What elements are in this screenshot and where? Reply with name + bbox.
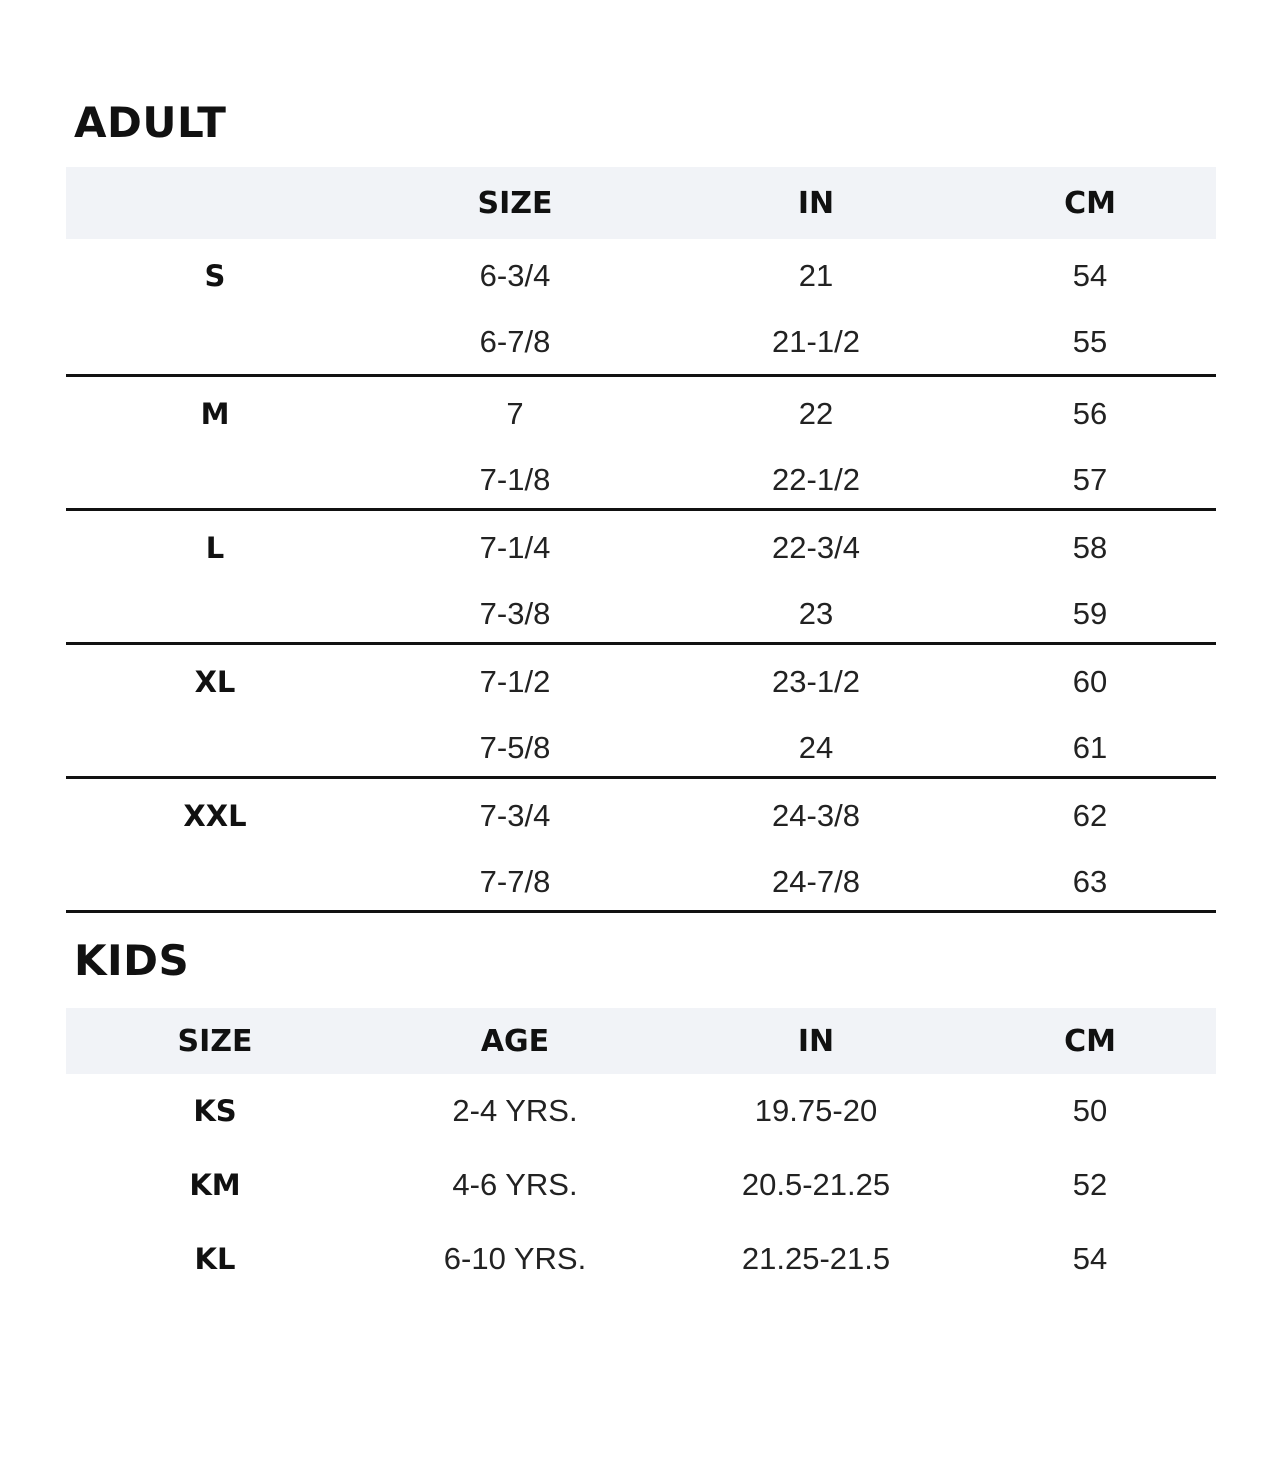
inches-value: 23 <box>798 596 834 631</box>
hat-size-value: 7-1/4 <box>479 530 551 565</box>
cm-value: 55 <box>1072 324 1108 359</box>
table-row <box>66 1148 1216 1222</box>
kids-size-label: KM <box>189 1168 241 1202</box>
kids-size-label: KL <box>194 1242 236 1276</box>
adult-group-m <box>66 377 1216 511</box>
adult-group-xxl <box>66 779 1216 913</box>
size-label: M <box>200 397 230 431</box>
cm-value: 59 <box>1072 596 1108 631</box>
kids-header-age: AGE <box>480 1023 550 1059</box>
table-row <box>66 783 1216 849</box>
table-row <box>66 849 1216 915</box>
kids-section-title: KIDS <box>74 936 190 985</box>
inches-value: 24-7/8 <box>772 864 860 899</box>
inches-value: 21.25-21.5 <box>741 1241 891 1276</box>
cm-value: 56 <box>1072 396 1108 431</box>
adult-header-size: SIZE <box>477 185 553 221</box>
kids-size-table <box>66 1008 1216 1296</box>
inches-value: 24-3/8 <box>772 798 860 833</box>
inches-value: 20.5-21.25 <box>741 1167 891 1202</box>
kids-header-in: IN <box>797 1023 835 1059</box>
adult-group-l <box>66 511 1216 645</box>
hat-size-value: 7 <box>506 396 524 431</box>
adult-header-in: IN <box>797 185 835 221</box>
cm-value: 60 <box>1072 664 1108 699</box>
cm-value: 62 <box>1072 798 1108 833</box>
table-row <box>66 381 1216 447</box>
age-value: 4-6 YRS. <box>452 1167 578 1202</box>
adult-group-s <box>66 239 1216 377</box>
adult-size-table <box>66 167 1216 913</box>
table-row <box>66 515 1216 581</box>
inches-value: 23-1/2 <box>772 664 860 699</box>
age-value: 2-4 YRS. <box>452 1093 578 1128</box>
cm-value: 58 <box>1072 530 1108 565</box>
adult-header-cm: CM <box>1064 185 1116 221</box>
hat-size-value: 7-3/4 <box>479 798 551 833</box>
table-row <box>66 581 1216 647</box>
table-row <box>66 715 1216 781</box>
table-row <box>66 447 1216 513</box>
table-row <box>66 243 1216 309</box>
hat-size-value: 7-5/8 <box>479 730 551 765</box>
inches-value: 21 <box>798 258 834 293</box>
adult-table-header <box>66 167 1216 239</box>
adult-group-xl <box>66 645 1216 779</box>
table-row <box>66 1222 1216 1296</box>
inches-value: 22 <box>798 396 834 431</box>
inches-value: 21-1/2 <box>772 324 860 359</box>
size-label: L <box>205 531 225 565</box>
hat-size-value: 7-1/8 <box>479 462 551 497</box>
table-row <box>66 649 1216 715</box>
hat-size-value: 7-7/8 <box>479 864 551 899</box>
cm-value: 54 <box>1072 1241 1108 1276</box>
cm-value: 54 <box>1072 258 1108 293</box>
age-value: 6-10 YRS. <box>443 1241 587 1276</box>
inches-value: 24 <box>798 730 834 765</box>
cm-value: 52 <box>1072 1167 1108 1202</box>
table-row <box>66 1074 1216 1148</box>
cm-value: 50 <box>1072 1093 1108 1128</box>
cm-value: 61 <box>1072 730 1108 765</box>
kids-header-size: SIZE <box>177 1023 253 1059</box>
table-row <box>66 309 1216 375</box>
kids-header-cm: CM <box>1064 1023 1116 1059</box>
inches-value: 22-1/2 <box>772 462 860 497</box>
size-label: XL <box>194 665 236 699</box>
hat-size-value: 6-7/8 <box>479 324 551 359</box>
hat-size-value: 6-3/4 <box>479 258 551 293</box>
inches-value: 19.75-20 <box>754 1093 878 1128</box>
hat-size-value: 7-1/2 <box>479 664 551 699</box>
kids-size-label: KS <box>193 1094 237 1128</box>
cm-value: 57 <box>1072 462 1108 497</box>
adult-section-title: ADULT <box>74 98 227 147</box>
cm-value: 63 <box>1072 864 1108 899</box>
inches-value: 22-3/4 <box>772 530 860 565</box>
size-label: XXL <box>183 799 247 833</box>
hat-size-value: 7-3/8 <box>479 596 551 631</box>
kids-table-header <box>66 1008 1216 1074</box>
size-label: S <box>204 259 226 293</box>
